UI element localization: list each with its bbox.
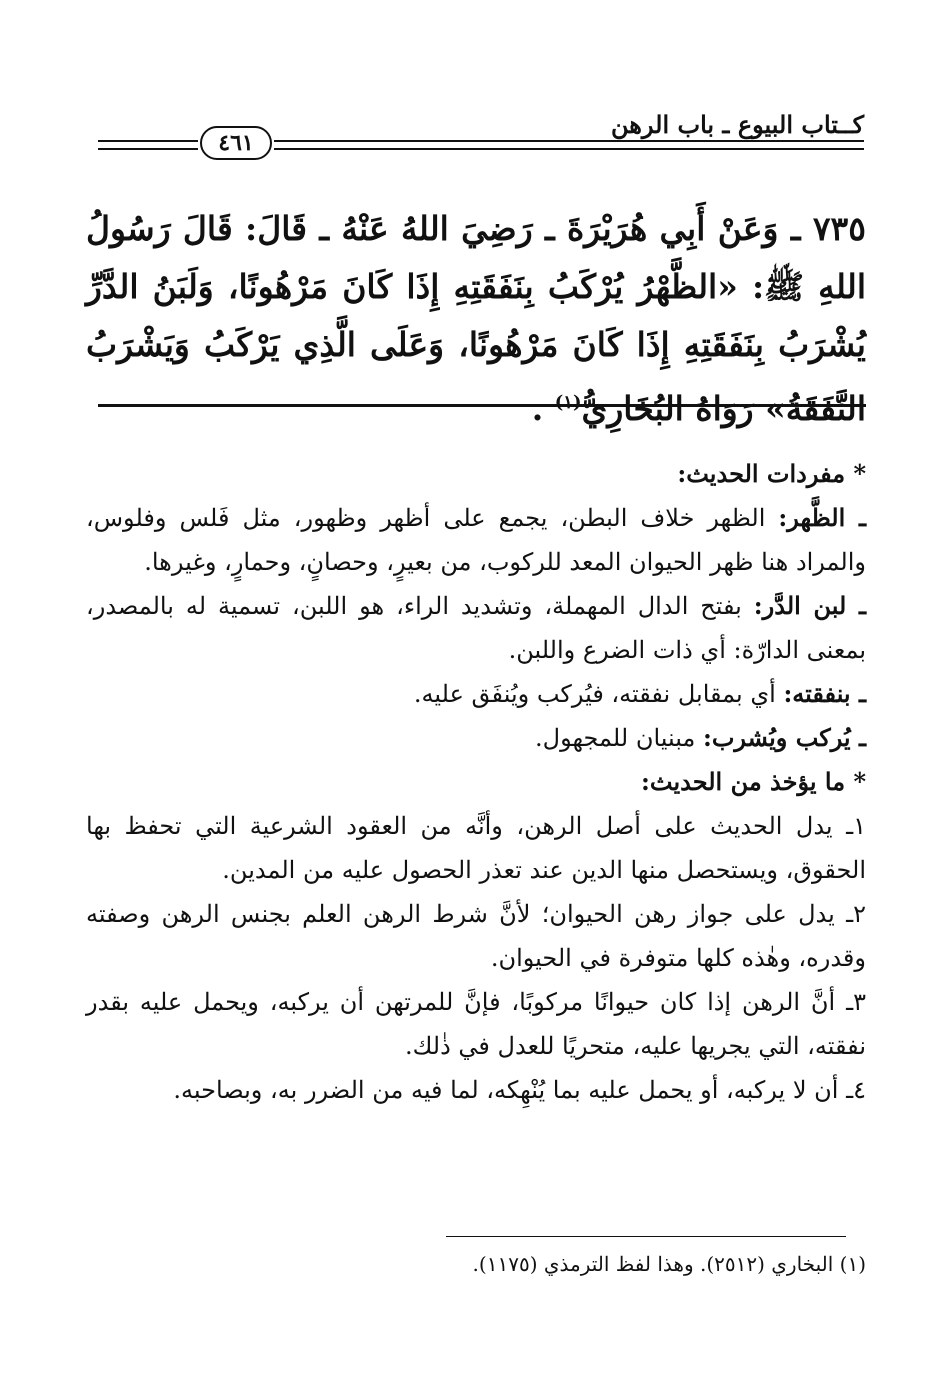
hadith-end: . <box>531 389 544 428</box>
lesson-text: يدل على جواز رهن الحيوان؛ لأنَّ شرط الرهن العلم بجنس الرهن وصفته وقدره، وهٰذه كلها متوفرة في الحيوان. <box>86 900 866 972</box>
vocab-title: * مفردات الحديث: <box>677 459 866 488</box>
vocab-text: بفتح الدال المهملة، وتشديد الراء، هو اللبن، تسمية له بالمصدر، بمعنى الدارّة: أي ذات الضرع واللبن. <box>86 592 866 664</box>
vocab-text: الظهر خلاف البطن، يجمع على أظهر وظهور، مثل فَلس وفلوس، والمراد هنا ظهر الحيوان المعد للركوب، من بعيرٍ، وحصانٍ، وحمارٍ، وغيرها. <box>86 504 866 576</box>
lesson-item <box>86 804 866 892</box>
vocab-text: أي بمقابل نفقته، فيُركب ويُنفَق عليه. <box>413 680 784 708</box>
hadith-body: وَعَنْ أَبِي هُرَيْرَةَ ـ رَضِيَ اللهُ عَنْهُ ـ قَالَ: قَالَ رَسُولُ اللهِ ﷺ: «الظَّهْرُ يُرْكَبُ بِنَفَقَتِهِ إِذَا كَانَ مَرْهُونًا، وَلَبَنُ الدَّرِّ يُشْرَبُ بِنَفَقَتِهِ إِذَا كَانَ مَرْهُونًا، وَعَلَى الَّذِي يَرْكَبُ وَيَشْرَبُ النَّفَقَةُ» رَوَاهُ البُخَارِيُّ <box>86 209 866 428</box>
footnote-divider <box>446 1236 846 1237</box>
running-title: كــتاب البيوع ـ باب الرهن <box>610 110 864 139</box>
lesson-item <box>86 1068 866 1112</box>
lesson-item <box>86 892 866 980</box>
footnote-reference: (١) <box>554 392 582 413</box>
vocab-term: ـ الظَّهر: <box>778 503 867 532</box>
vocab-term: ـ بنفقته: <box>783 679 866 708</box>
hadith-number: ٧٣٥ <box>812 209 866 248</box>
section-divider <box>98 404 866 407</box>
vocab-item <box>86 716 866 760</box>
header-rule-left <box>98 140 198 150</box>
vocab-item <box>86 496 866 584</box>
footnote-text: البخاري (٢٥١٢). وهذا لفظ الترمذي (١١٧٥). <box>472 1252 834 1276</box>
vocab-term: ـ لبن الدَّر: <box>753 591 866 620</box>
lesson-number: ٢ـ <box>846 900 866 928</box>
commentary <box>86 452 866 1112</box>
footnote-mark: (١) <box>839 1252 866 1276</box>
vocab-item <box>86 672 866 716</box>
lesson-text: أنَّ الرهن إذا كان حيوانًا مركوبًا، فإنَّ للمرتهن أن يركبه، ويحمل عليه بقدر نفقته، التي يجريها عليه، متحريًا للعدل في ذٰلك. <box>86 988 866 1060</box>
vocab-term: ـ يُركب ويُشرب: <box>702 723 866 752</box>
page-number: ٤٦١ <box>200 126 272 160</box>
lesson-text: أن لا يركبه، أو يحمل عليه بما يُنْهِكه، لما فيه من الضرر به، وبصاحبه. <box>173 1076 847 1104</box>
hadith-text-block <box>86 200 866 438</box>
lesson-number: ٣ـ <box>846 988 866 1016</box>
lesson-text: يدل الحديث على أصل الرهن، وأنَّه من العقود الشرعية التي تحفظ بها الحقوق، ويستحصل منها الدين عند تعذر الحصول عليه من المدين. <box>86 812 866 884</box>
vocab-item <box>86 584 866 672</box>
lesson-number: ٤ـ <box>846 1076 866 1104</box>
lesson-item <box>86 980 866 1068</box>
vocab-text: مبنيان للمجهول. <box>535 724 703 752</box>
lessons-title: * ما يؤخذ من الحديث: <box>641 767 866 796</box>
footnote <box>86 1248 866 1280</box>
lesson-number: ١ـ <box>846 812 866 840</box>
hadith-dash: ـ <box>790 209 801 248</box>
header-rule-right <box>274 140 864 150</box>
